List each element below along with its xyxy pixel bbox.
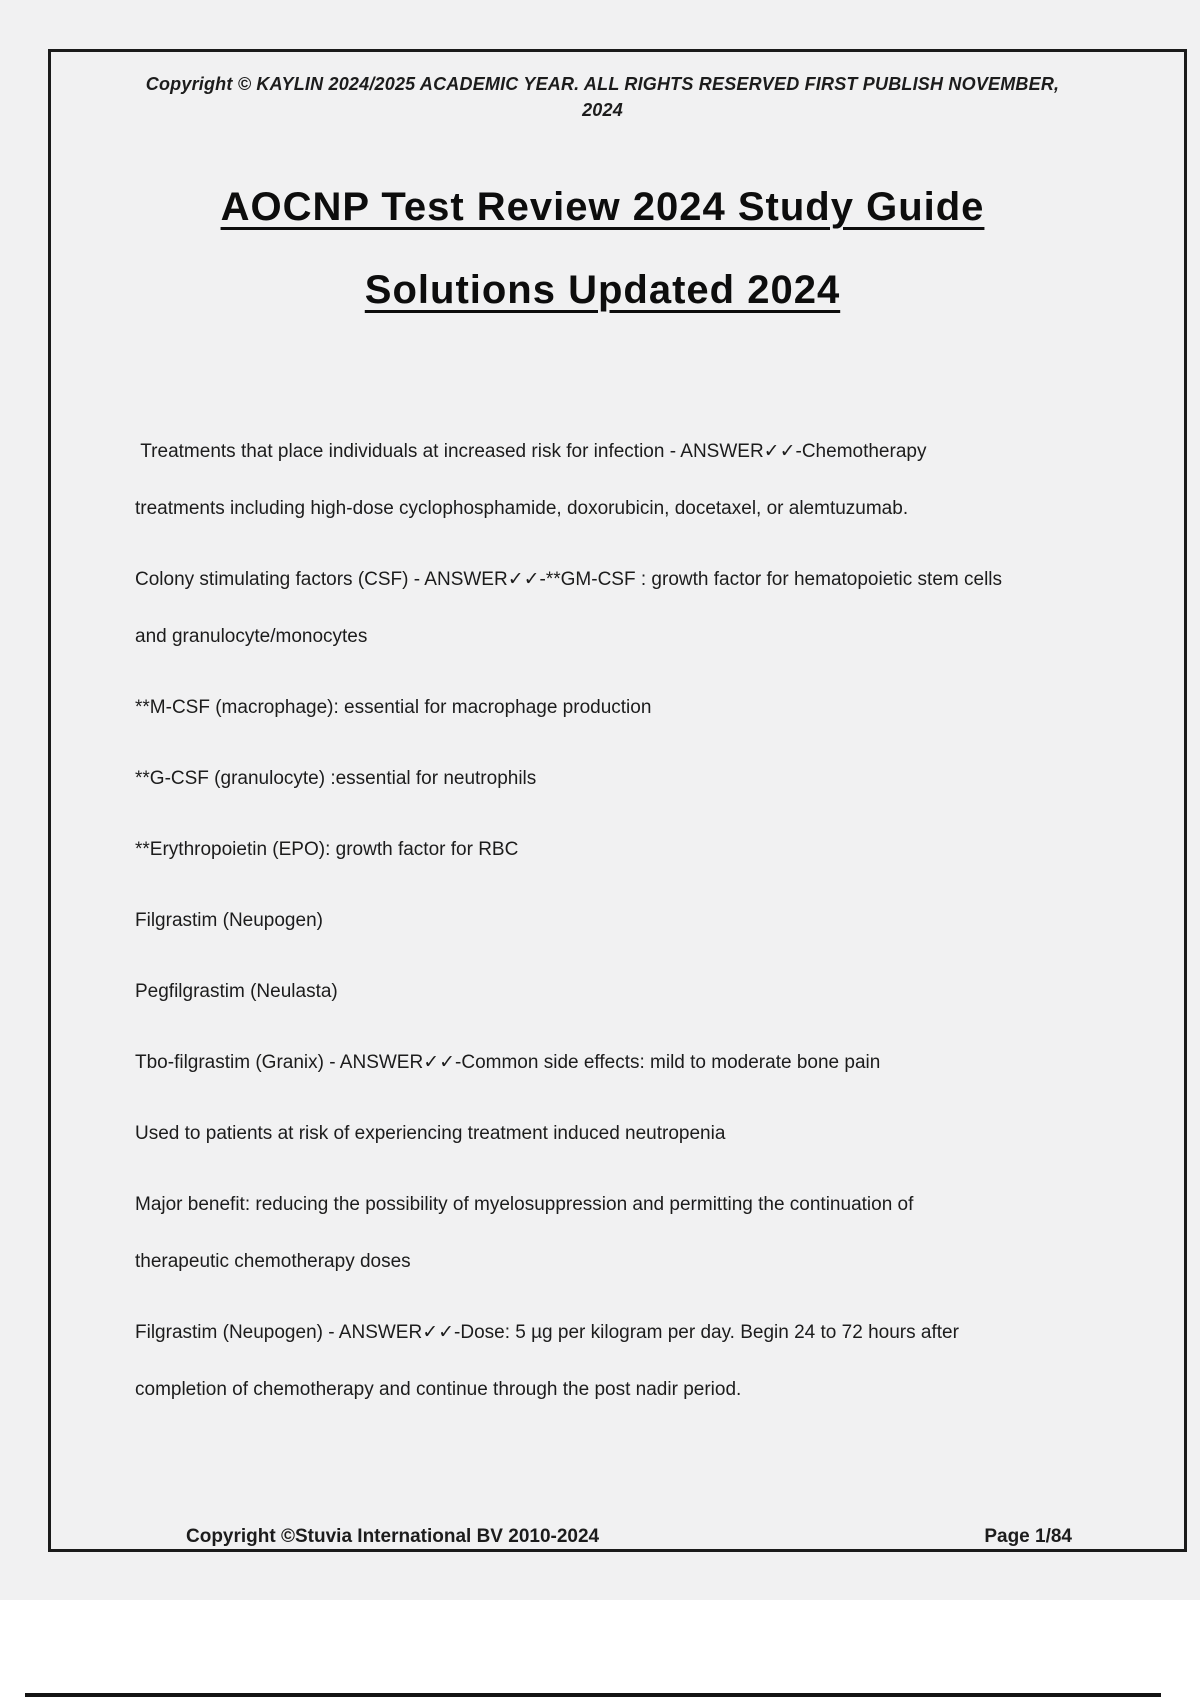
page-content [51,52,1184,1418]
footer-page-number: Page 1/84 [984,1526,1072,1547]
paragraph-line: treatments including high-dose cyclophosphamide, doxorubicin, docetaxel, or alemtuzumab. [135,498,909,519]
paragraph [135,892,1070,949]
paragraph-line: Treatments that place individuals at increased risk for infection - ANSWER✓✓-Chemotherapy [135,441,927,462]
paragraph [135,679,1070,736]
paragraph-line: Pegfilgrastim (Neulasta) [135,981,338,1002]
paragraph-line: Filgrastim (Neupogen) [135,910,323,931]
paragraph-line: Used to patients at risk of experiencing treatment induced neutropenia [135,1123,726,1144]
paragraph-line: **M-CSF (macrophage): essential for macrophage production [135,697,652,718]
paragraph-line: Filgrastim (Neupogen) - ANSWER✓✓-Dose: 5 µg per kilogram per day. Begin 24 to 72 hours after [135,1322,959,1343]
copyright-header: Copyright © KAYLIN 2024/2025 ACADEMIC YEAR. ALL RIGHTS RESERVED FIRST PUBLISH NOVEMBER, 2024 [145,74,1060,120]
page-footer [186,1526,1072,1548]
paragraph-line: and granulocyte/monocytes [135,626,368,647]
paragraph-line: Colony stimulating factors (CSF) - ANSWER✓✓-**GM-CSF : growth factor for hematopoietic stem cells [135,569,1003,590]
paragraph [135,1034,1070,1091]
paragraph-line: Tbo-filgrastim (Granix) - ANSWER✓✓-Common side effects: mild to moderate bone pain [135,1052,881,1073]
paragraph-line: Major benefit: reducing the possibility of myelosuppression and permitting the continuation of [135,1194,914,1215]
document-body [135,423,1070,1418]
paragraph [135,1105,1070,1162]
paragraph [135,551,1070,665]
paragraph [135,1304,1070,1418]
document-title-line-2 [135,267,1070,313]
document-title-text-2: Solutions Updated 2024 [364,268,841,312]
paragraph [135,1176,1070,1290]
paragraph-line: completion of chemotherapy and continue through the post nadir period. [135,1379,742,1400]
page-border [48,49,1187,1552]
paragraph-line: **G-CSF (granulocyte) :essential for neutrophils [135,768,537,789]
document-title-line-1 [135,184,1070,230]
paragraph [135,963,1070,1020]
document-title-text-1: AOCNP Test Review 2024 Study Guide [220,185,985,229]
paragraph-line: therapeutic chemotherapy doses [135,1251,411,1272]
next-page-divider [25,1693,1161,1697]
paragraph [135,423,1070,537]
paragraph-line: **Erythropoietin (EPO): growth factor for RBC [135,839,519,860]
footer-copyright: Copyright ©Stuvia International BV 2010-2024 [186,1526,600,1547]
paragraph [135,821,1070,878]
paragraph [135,750,1070,807]
